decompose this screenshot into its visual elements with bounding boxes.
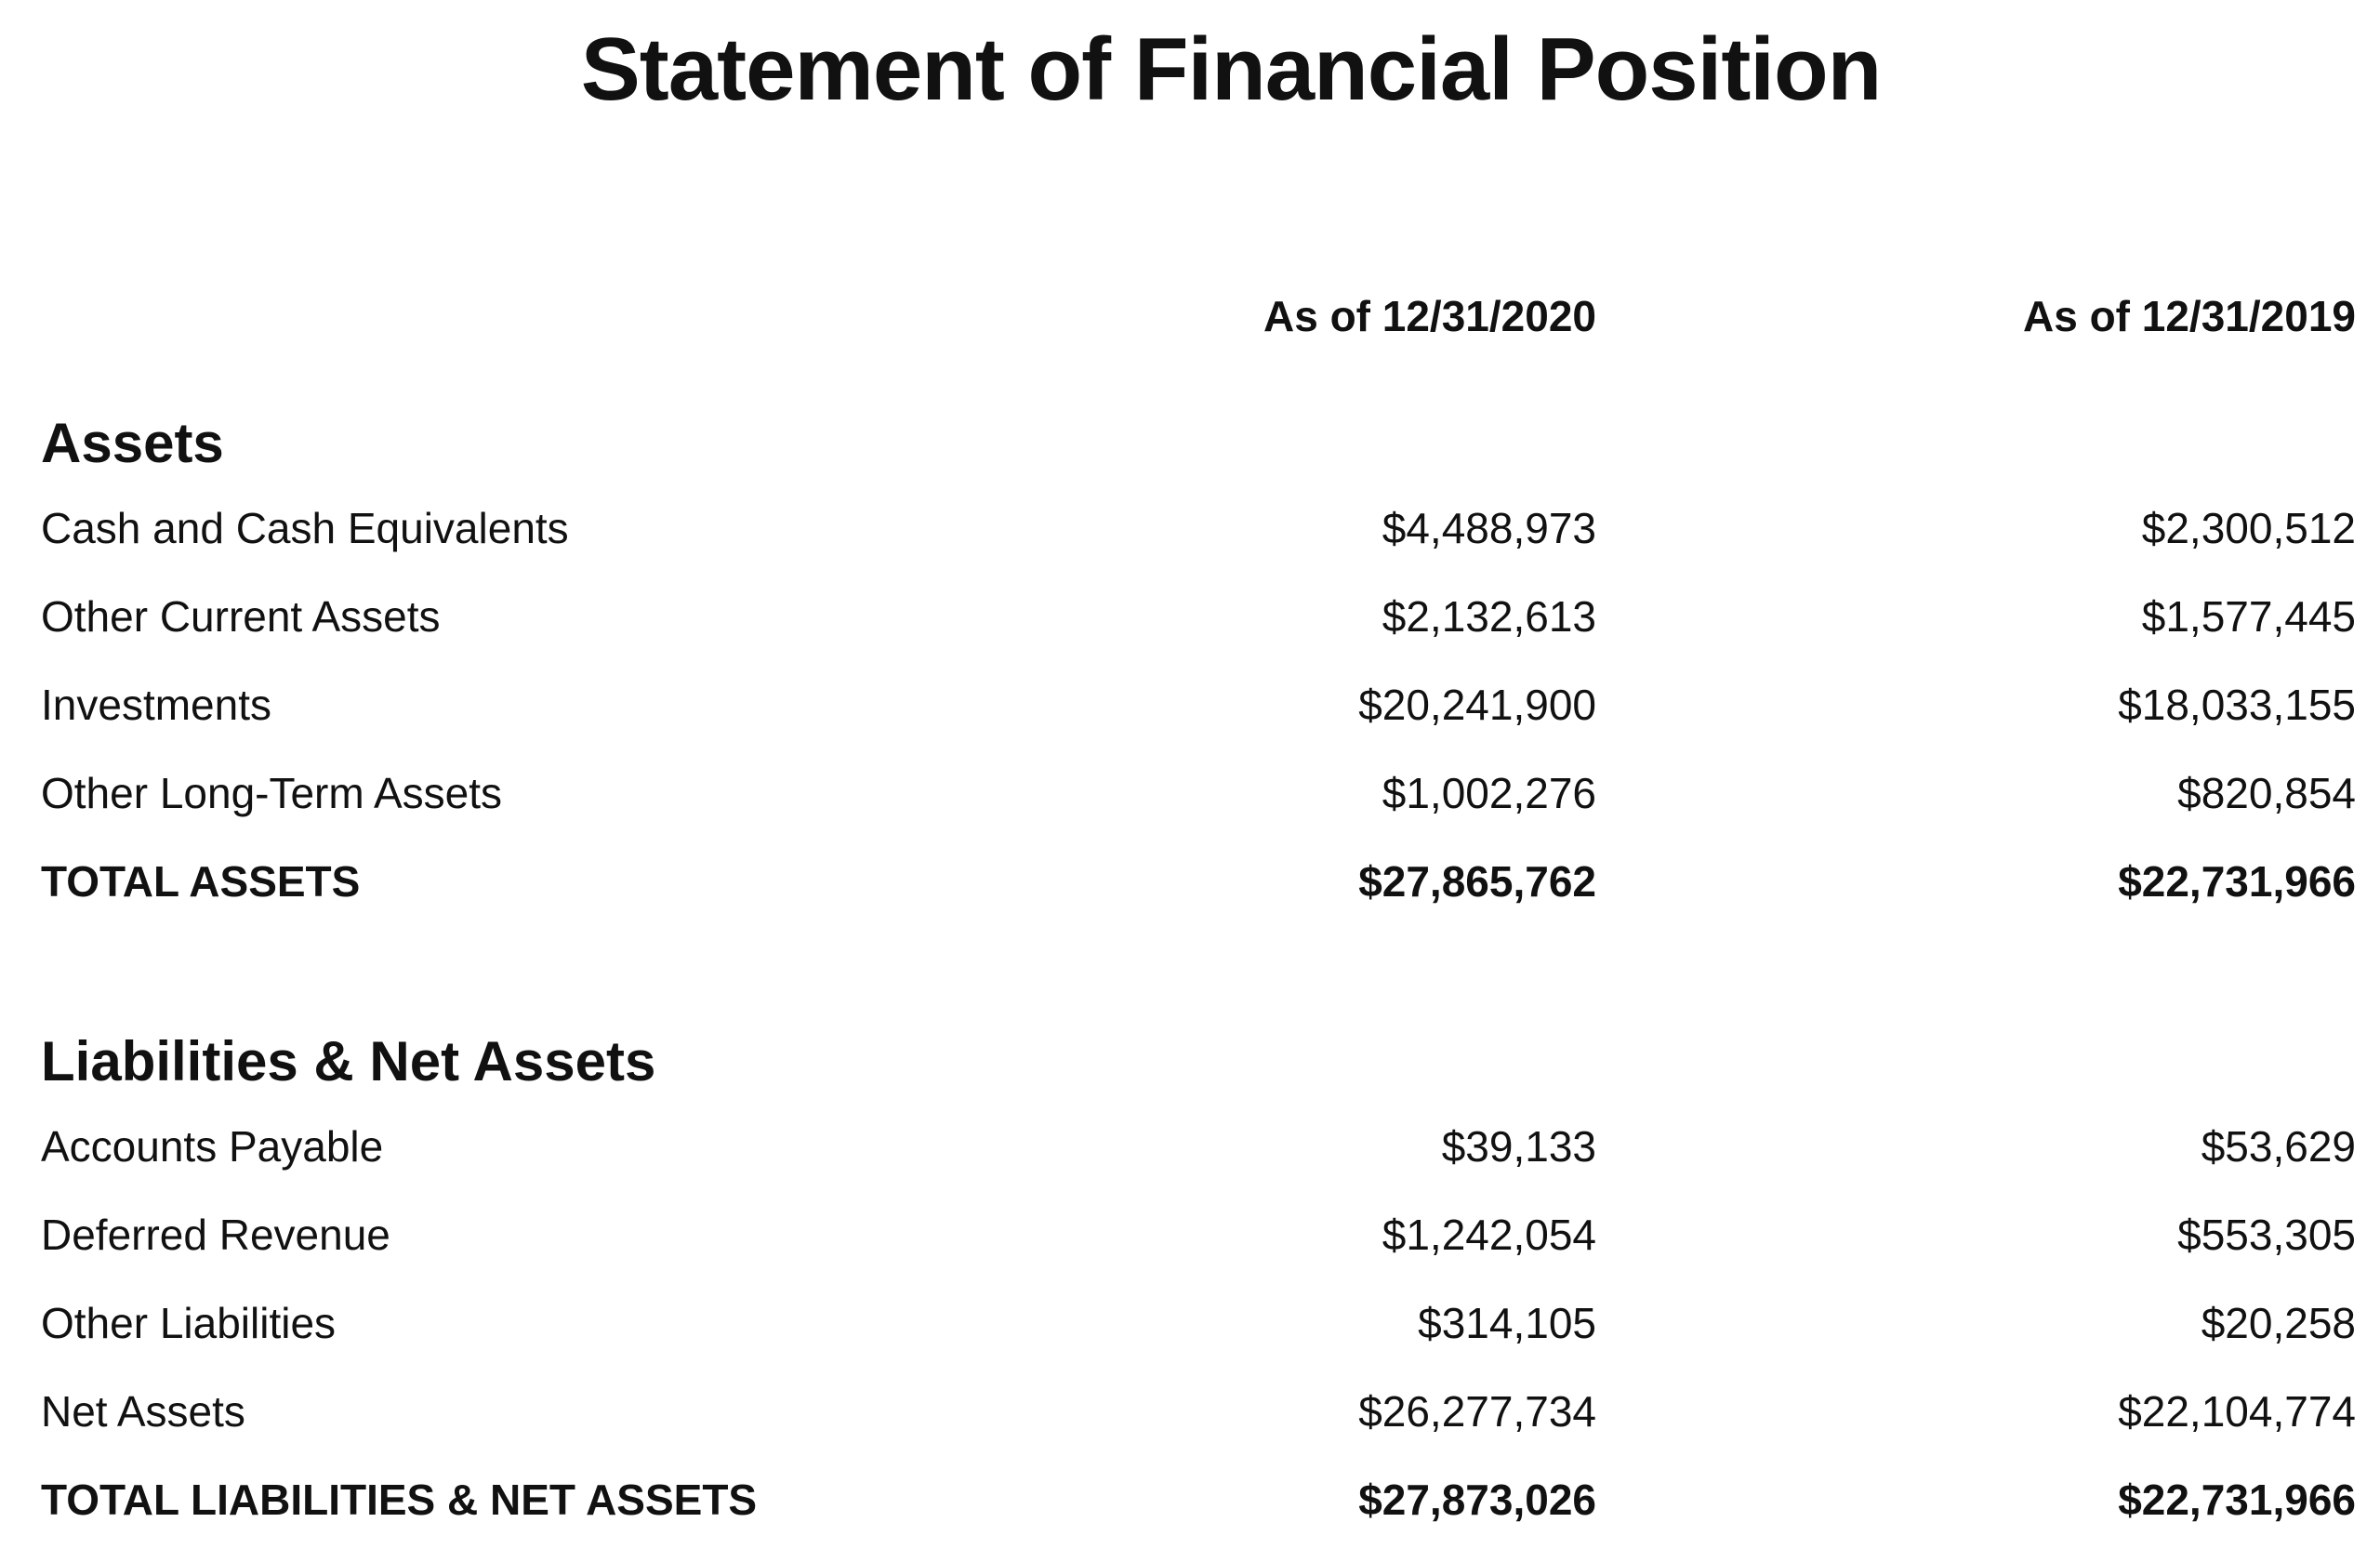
value-total-liabilities-net-assets-2020: $27,873,026 (1358, 1476, 1596, 1524)
value-other-liabilities-2020: $314,105 (1418, 1299, 1596, 1347)
row-label-other-long-term-assets: Other Long-Term Assets (41, 769, 502, 817)
row-label-investments: Investments (41, 681, 271, 729)
row-label-deferred-revenue: Deferred Revenue (41, 1211, 390, 1259)
section-heading-liabilities-net-assets: Liabilities & Net Assets (41, 1030, 656, 1092)
value-other-long-term-assets-2020: $1,002,276 (1382, 769, 1596, 817)
value-other-liabilities-2019: $20,258 (2201, 1299, 2356, 1347)
value-total-assets-2020: $27,865,762 (1358, 857, 1596, 906)
page-title: Statement of Financial Position (580, 20, 1882, 119)
row-label-accounts-payable: Accounts Payable (41, 1122, 384, 1171)
row-label-other-current-assets: Other Current Assets (41, 592, 441, 641)
value-cash-2019: $2,300,512 (2141, 504, 2356, 552)
value-other-long-term-assets-2019: $820,854 (2177, 769, 2356, 817)
value-total-assets-2019: $22,731,966 (2118, 857, 2356, 906)
column-header-2019: As of 12/31/2019 (2022, 292, 2356, 340)
row-label-total-assets: TOTAL ASSETS (41, 857, 361, 906)
column-header-2020: As of 12/31/2020 (1263, 292, 1596, 340)
value-investments-2019: $18,033,155 (2118, 681, 2356, 729)
value-cash-2020: $4,488,973 (1382, 504, 1596, 552)
value-deferred-revenue-2020: $1,242,054 (1382, 1211, 1596, 1259)
value-net-assets-2020: $26,277,734 (1358, 1387, 1596, 1436)
value-accounts-payable-2019: $53,629 (2201, 1122, 2356, 1171)
row-label-total-liabilities-net-assets: TOTAL LIABILITIES & NET ASSETS (41, 1476, 758, 1524)
row-label-other-liabilities: Other Liabilities (41, 1299, 337, 1347)
row-label-net-assets: Net Assets (41, 1387, 245, 1436)
value-net-assets-2019: $22,104,774 (2118, 1387, 2356, 1436)
value-total-liabilities-net-assets-2019: $22,731,966 (2118, 1476, 2356, 1524)
section-heading-assets: Assets (41, 412, 224, 474)
value-investments-2020: $20,241,900 (1358, 681, 1596, 729)
value-accounts-payable-2020: $39,133 (1441, 1122, 1596, 1171)
value-other-current-assets-2020: $2,132,613 (1382, 592, 1596, 641)
row-label-cash: Cash and Cash Equivalents (41, 504, 569, 552)
value-other-current-assets-2019: $1,577,445 (2141, 592, 2356, 641)
value-deferred-revenue-2019: $553,305 (2177, 1211, 2356, 1259)
